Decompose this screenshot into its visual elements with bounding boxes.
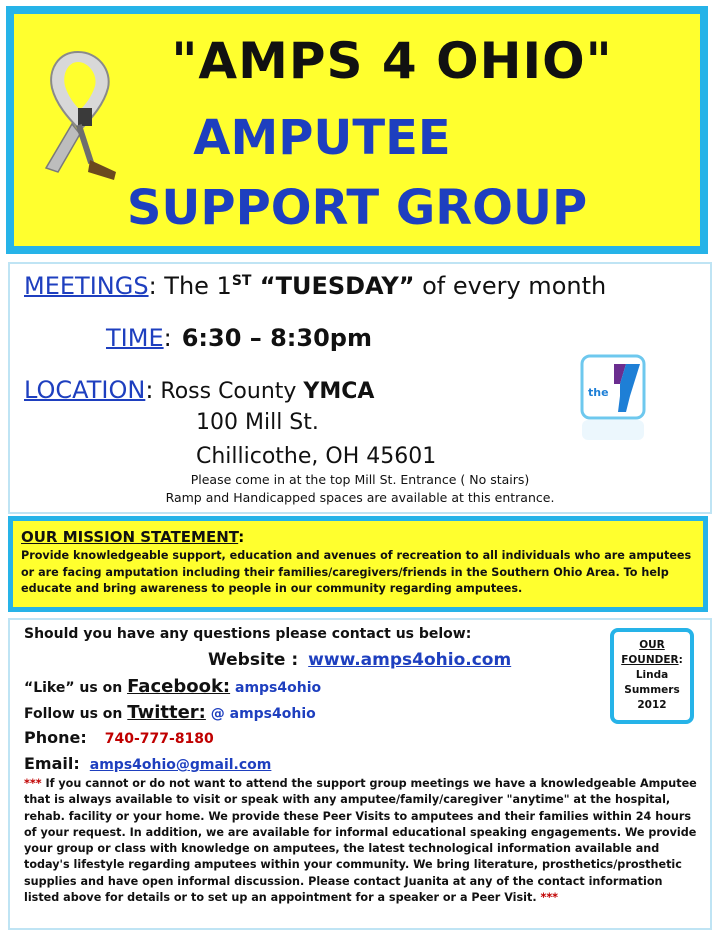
peer-visit-paragraph — [24, 776, 700, 906]
mission-text: Provide knowledgeable support, education and avenues of recreation to all individuals who are amputees or are facing amputation including their families/caregivers/friends in the Southern Ohio Area. To help educate and bring awareness to people in our community regarding amputees. — [21, 549, 692, 595]
mission-title-row — [21, 527, 695, 546]
twitter-handle[interactable]: @ amps4ohio — [205, 706, 316, 722]
facebook-label: Facebook: — [127, 676, 231, 697]
address-line-1: 100 Mill St. — [196, 410, 319, 435]
peer-stars-open: *** — [24, 777, 42, 790]
header-banner — [6, 6, 708, 254]
location-ymca: YMCA — [303, 379, 375, 404]
twitter-label: Twitter: — [127, 702, 206, 723]
founder-line-2-row — [614, 653, 690, 668]
meetings-sup: ST — [231, 273, 252, 289]
phone-label: Phone: — [24, 728, 87, 747]
entrance-note-1: Please come in at the top Mill St. Entrance ( No stairs) — [190, 472, 530, 487]
address-line-2: Chillicothe, OH 45601 — [196, 444, 437, 469]
title-line-3: SUPPORT GROUP — [126, 180, 588, 236]
founder-box — [610, 628, 694, 724]
peer-text: If you cannot or do not want to attend the support group meetings we have a knowledgeable Amputee that is always available to visit or speak with any amputee/family/caregiver "anytime" at the hospital, rehab. facility or your home. We provide these Peer Visits to amputees and their families within 24 hours of your request. In addition, we are available for informal educational speaking engagements. We provide your group or class with knowledge on amputees, the latest technological information available and today's lifestyle regarding amputees within your community. We bring literature, prosthetics/prosthetic supplies and have open informal discussion. Please contact Juanita at any of the contact information listed above for details or to set up an appointment for a speaker or a Peer Visit. — [24, 777, 697, 905]
location-name: Ross County — [153, 379, 304, 404]
peer-stars-close: *** — [540, 891, 559, 905]
ymca-logo-text: the — [588, 386, 609, 399]
meetings-value-post: of every month — [414, 272, 607, 300]
mission-panel — [8, 516, 708, 612]
founder-line-2-colon: : — [678, 654, 683, 666]
founder-line-4: Summers — [624, 684, 680, 696]
contact-intro: Should you have any questions please contact us below: — [24, 626, 472, 642]
website-link[interactable]: www.amps4ohio.com — [308, 650, 512, 670]
meetings-panel — [8, 262, 712, 514]
location-line — [24, 376, 374, 404]
founder-line-2: FOUNDER — [621, 654, 679, 666]
email-link[interactable]: amps4ohio@gmail.com — [89, 757, 272, 773]
twitter-line — [24, 702, 316, 723]
title-line-2: AMPUTEE — [193, 110, 451, 166]
entrance-note-2: Ramp and Handicapped spaces are available at this entrance. — [165, 490, 555, 505]
founder-line-3: Linda — [635, 669, 669, 681]
meetings-line — [24, 272, 606, 300]
header-inner — [14, 14, 700, 246]
phone-value[interactable]: 740-777-8180 — [104, 731, 214, 747]
founder-line-1: OUR — [639, 639, 665, 651]
founder-line-5: 2012 — [637, 699, 667, 711]
time-line — [106, 324, 372, 352]
mission-title: OUR MISSION STATEMENT — [21, 528, 239, 546]
location-label: LOCATION — [24, 376, 146, 404]
meetings-label: MEETINGS — [24, 272, 149, 300]
time-label: TIME — [106, 324, 164, 352]
title-line-1: "AMPS 4 OHIO" — [171, 32, 613, 90]
time-value: 6:30 – 8:30pm — [181, 324, 372, 352]
ymca-logo-icon — [580, 354, 650, 448]
contact-panel — [8, 618, 712, 930]
meetings-value-pre: : The 1 — [148, 272, 232, 300]
facebook-line — [24, 676, 321, 697]
website-line — [208, 650, 511, 670]
mission-title-colon: : — [238, 528, 245, 546]
location-colon: : — [145, 376, 154, 404]
website-label: Website : — [208, 650, 299, 670]
email-label: Email: — [24, 754, 80, 773]
email-line — [24, 754, 271, 773]
time-colon: : — [163, 324, 172, 352]
phone-line — [24, 728, 214, 747]
facebook-pre: “Like” us on — [24, 680, 128, 696]
facebook-handle[interactable]: amps4ohio — [230, 680, 322, 696]
meetings-day: “TUESDAY” — [251, 272, 415, 300]
twitter-pre: Follow us on — [24, 706, 128, 722]
mission-inner — [13, 521, 703, 607]
